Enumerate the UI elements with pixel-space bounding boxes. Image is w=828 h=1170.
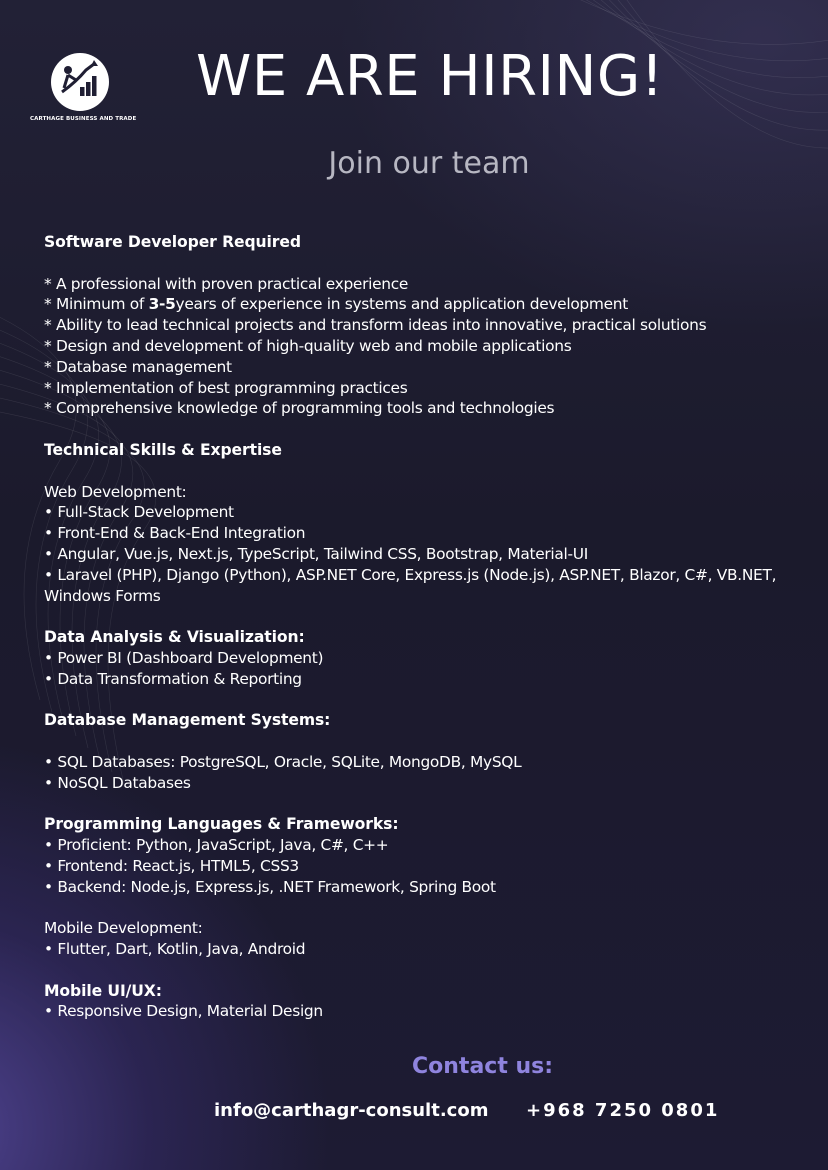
requirement-item: * Implementation of best programming practices: [44, 378, 408, 397]
requirement-item: * Comprehensive knowledge of programming tools and technologies: [44, 399, 555, 418]
growth-chart-person-icon: [50, 52, 110, 112]
page-title: WE ARE HIRING!: [196, 44, 664, 109]
skill-item: • Flutter, Dart, Kotlin, Java, Android: [44, 940, 306, 959]
requirement-experience: [44, 294, 824, 315]
mobile-ux-heading: Mobile UI/UX:: [44, 981, 162, 1000]
requirement-item: * Design and development of high-quality web and mobile applications: [44, 336, 572, 355]
skill-item: • Laravel (PHP), Django (Python), ASP.NET Core, Express.js (Node.js), ASP.NET, Blazor, C#, VB.NET, Windows Forms: [44, 565, 777, 605]
programming-heading: Programming Languages & Frameworks:: [44, 815, 399, 834]
skills-heading: Technical Skills & Expertise: [44, 440, 282, 459]
experience-prefix: * Minimum of: [44, 295, 149, 314]
web-development-label: Web Development:: [44, 482, 187, 501]
skill-item: • Proficient: Python, JavaScript, Java, C#, C++: [44, 836, 389, 855]
skill-item: • Full-Stack Development: [44, 503, 234, 522]
skill-item: • Responsive Design, Material Design: [44, 1002, 323, 1021]
contact-heading: Contact us:: [412, 1054, 554, 1079]
skill-item: • Front-End & Back-End Integration: [44, 524, 306, 543]
data-analysis-heading: Data Analysis & Visualization:: [44, 628, 305, 647]
skill-item: • Angular, Vue.js, Next.js, TypeScript, Tailwind CSS, Bootstrap, Material-UI: [44, 544, 588, 563]
skill-item: • NoSQL Databases: [44, 773, 191, 792]
contact-email[interactable]: info@carthagr-consult.com: [214, 1100, 489, 1121]
skill-item: • Data Transformation & Reporting: [44, 669, 302, 688]
mobile-development-label: Mobile Development:: [44, 919, 203, 938]
databases-heading: Database Management Systems:: [44, 711, 331, 730]
skill-item: • Backend: Node.js, Express.js, .NET Framework, Spring Boot: [44, 877, 496, 896]
page-subtitle: Join our team: [328, 146, 530, 181]
skill-item: • Power BI (Dashboard Development): [44, 648, 324, 667]
job-description: [44, 232, 824, 1022]
company-name: CARTHAGE BUSINESS AND TRADE: [30, 116, 137, 122]
requirement-item: * Ability to lead technical projects and transform ideas into innovative, practical solutions: [44, 316, 707, 335]
skill-item: • Frontend: React.js, HTML5, CSS3: [44, 856, 299, 875]
contact-phone[interactable]: +968 7250 0801: [526, 1100, 720, 1121]
company-logo: [30, 52, 137, 122]
job-title: Software Developer Required: [44, 233, 301, 251]
experience-years: 3-5: [148, 295, 176, 314]
skill-item: • SQL Databases: PostgreSQL, Oracle, SQLite, MongoDB, MySQL: [44, 752, 522, 771]
requirement-item: * Database management: [44, 357, 232, 376]
experience-suffix: years of experience in systems and application development: [175, 295, 628, 314]
requirement-item: * A professional with proven practical experience: [44, 274, 409, 293]
